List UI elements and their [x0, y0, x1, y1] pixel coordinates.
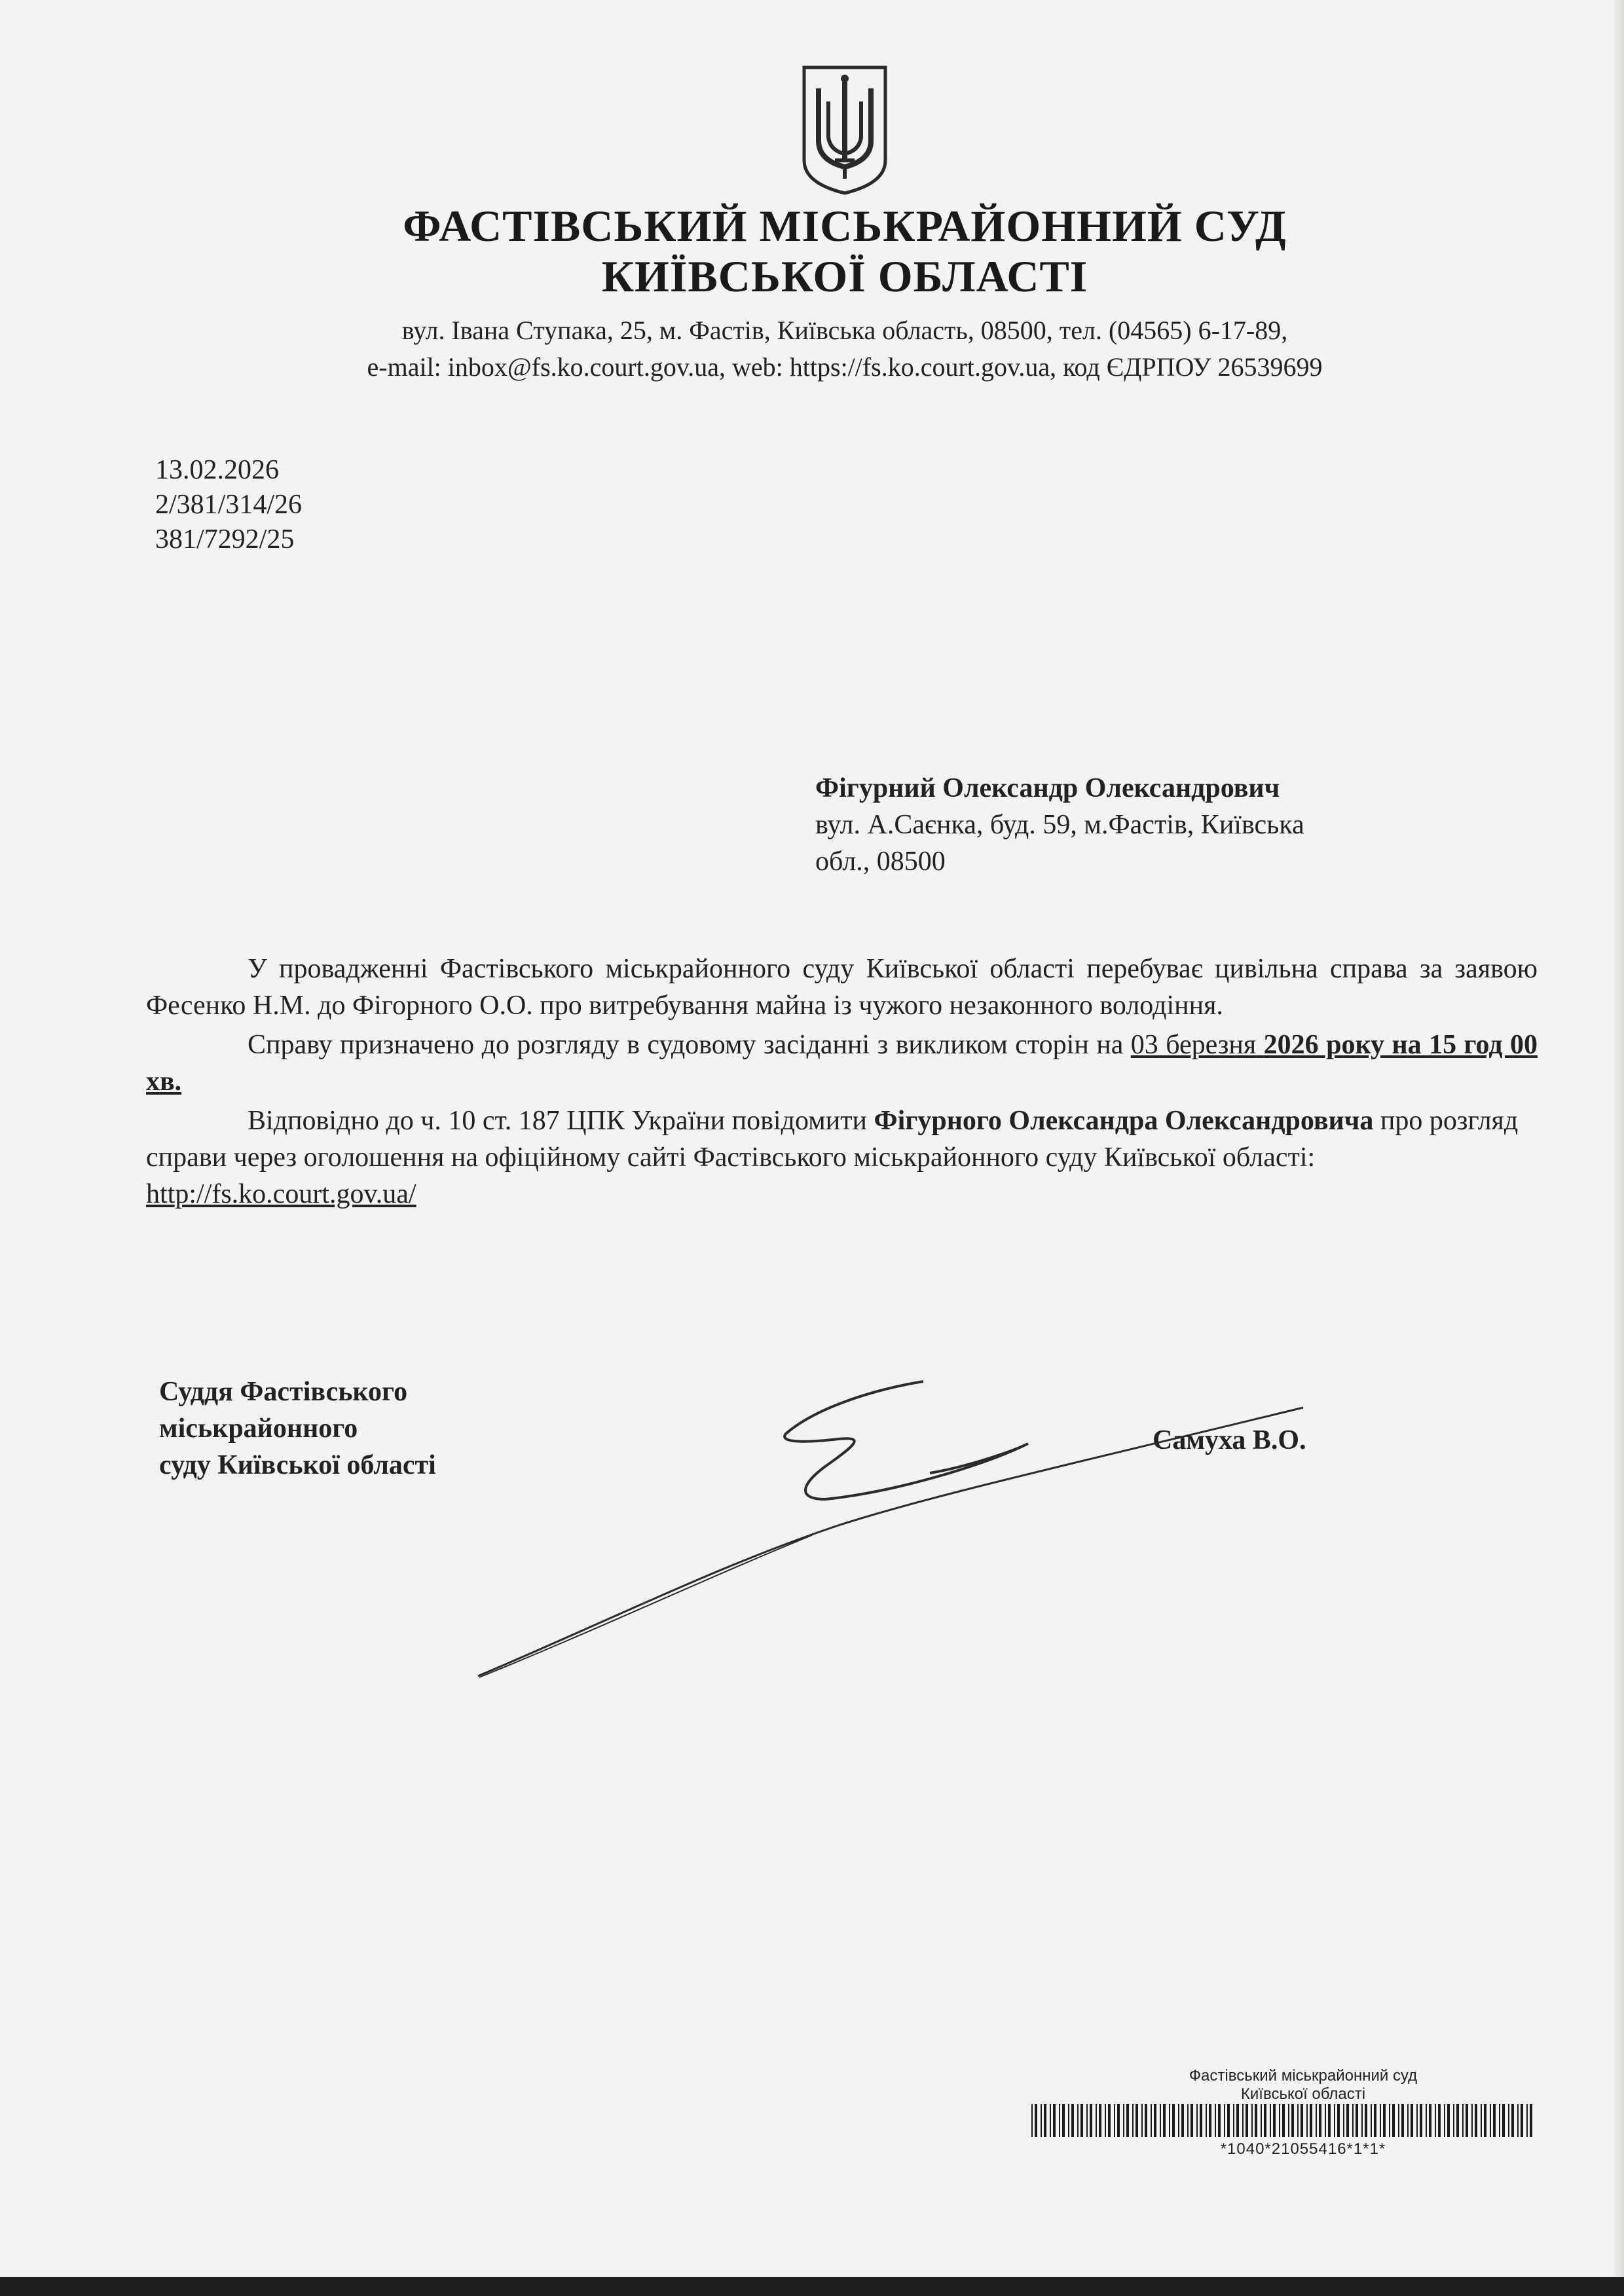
barcode-icon — [1031, 2104, 1532, 2137]
barcode-label-line1: Фастівський міськрайонний суд — [1189, 2067, 1418, 2085]
recipient-address-line1: вул. А.Саєнка, буд. 59, м.Фастів, Київська — [815, 810, 1304, 840]
judge-title-line3: суду Київської області — [159, 1450, 436, 1480]
judge-name: Самуха В.О. — [1153, 1425, 1306, 1455]
scan-edge-right — [1612, 0, 1624, 2296]
barcode-code: *1040*21055416*1*1* — [1220, 2140, 1386, 2158]
hearing-year-time: 2026 року на 15 год 00 хв. — [146, 1030, 1538, 1097]
judge-title-line1: Суддя Фастівського — [159, 1377, 408, 1407]
judge-title-block — [159, 1374, 436, 1484]
notification-text-cont: про розгляд справи через оголошення на офіційному сайті Фастівського міськрайонного суду Київської області: — [146, 1106, 1519, 1173]
coat-of-arms-icon — [799, 62, 891, 196]
court-website-link[interactable]: http://fs.ko.court.gov.ua/ — [146, 1179, 416, 1209]
hearing-date: 03 березня — [1130, 1030, 1257, 1060]
notification-text: Відповідно до ч. 10 ст. 187 ЦПК України повідомити — [248, 1106, 874, 1136]
barcode-label-line2: Київської області — [1240, 2085, 1366, 2103]
recipient-address-line2: обл., 08500 — [815, 847, 946, 877]
court-name-line1: ФАСТІВСЬКИЙ МІСЬКРАЙОННИЙ СУД — [403, 201, 1287, 251]
recipient-name: Фігурний Олександр Олександрович — [815, 773, 1280, 803]
court-contacts-line2: e-mail: inbox@fs.ko.court.gov.ua, web: https://fs.ko.court.gov.ua, код ЄДРПОУ 26539699 — [367, 352, 1323, 382]
document-date: 13.02.2026 — [155, 455, 279, 485]
letter-body — [146, 951, 1538, 1212]
handwritten-signature — [471, 1368, 1323, 1689]
case-number: 381/7292/25 — [155, 524, 295, 555]
paragraph-case-info: У провадженні Фастівського міськрайонного суду Київської області перебуває цивільна справа за заявою Фесенко Н.М. до Фігорного О.О. про витребування майна із чужого незаконного володіння. — [146, 954, 1538, 1021]
paragraph-notification — [146, 1102, 1538, 1212]
recipient-block — [815, 770, 1431, 880]
hearing-text: Справу призначено до розгляду в судовому засіданні з викликом сторін на — [248, 1030, 1131, 1060]
judge-title-line2: міськрайонного — [159, 1413, 358, 1444]
court-address-line1: вул. Івана Ступака, 25, м. Фастів, Київська область, 08500, тел. (04565) 6-17-89, — [401, 316, 1288, 345]
paragraph-hearing — [146, 1027, 1538, 1100]
outgoing-number: 2/381/314/26 — [155, 490, 303, 520]
court-name-line2: КИЇВСЬКОЇ ОБЛАСТІ — [601, 251, 1088, 301]
document-references — [155, 453, 302, 557]
notified-person-name: Фігурного Олександра Олександровича — [874, 1106, 1374, 1136]
scan-edge-bottom — [0, 2277, 1624, 2296]
